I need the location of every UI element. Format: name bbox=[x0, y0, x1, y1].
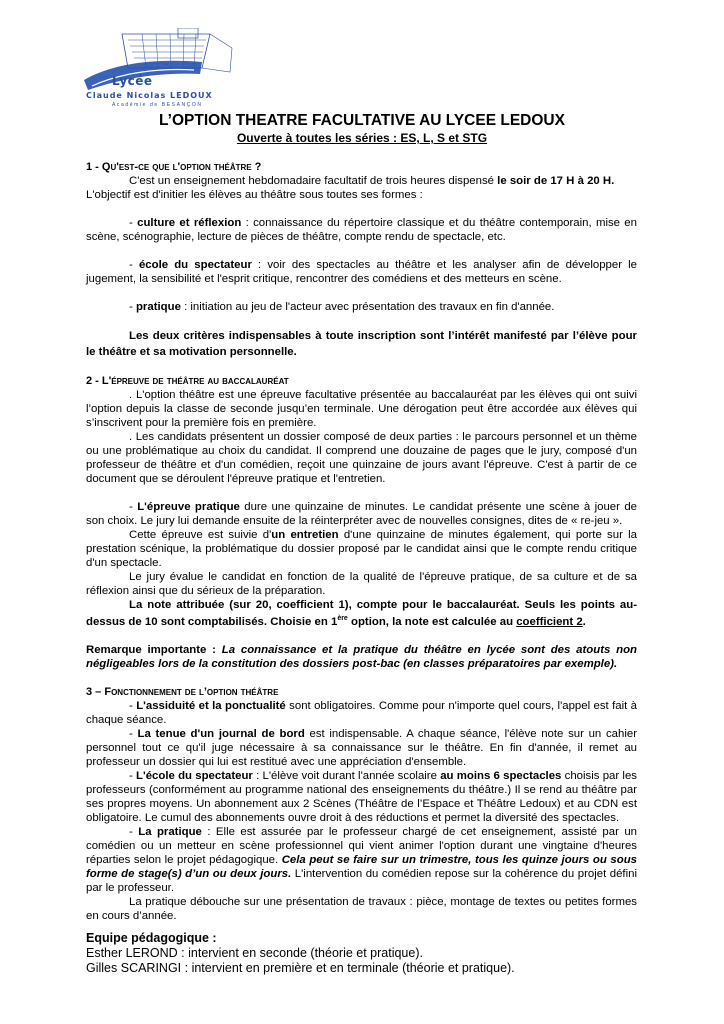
s2-p6-c: . bbox=[582, 615, 586, 628]
section-3-heading: 3 – Fonctionnement de l’option théâtre bbox=[86, 685, 279, 698]
team-heading: Equipe pédagogique : bbox=[86, 930, 217, 945]
s3-spectateur-text1: : L'élève voit durant l'année scolaire bbox=[252, 769, 441, 782]
s1-item-culture bbox=[86, 216, 637, 244]
s3-journal-term: La tenue d'un journal de bord bbox=[137, 727, 305, 740]
s2-p4 bbox=[86, 528, 637, 570]
s1-criteria-text: Les deux critères indispensables à toute inscription sont l’intérêt manifesté par l’élève pour le théâtre et sa motivation personnelle. bbox=[86, 330, 637, 358]
s2-p3 bbox=[86, 500, 637, 528]
s1-item-pratique-text: : initiation au jeu de l'acteur avec présentation des travaux en fin d'année. bbox=[180, 301, 555, 313]
dash: - bbox=[129, 301, 136, 313]
s3-spectateur bbox=[86, 769, 637, 825]
s3-journal bbox=[86, 727, 637, 769]
team-member-1: Esther LEROND : intervient en seconde (théorie et pratique). bbox=[86, 945, 423, 960]
s3-spectateur-term: L'école du spectateur bbox=[136, 769, 253, 782]
s1-criteria bbox=[86, 328, 637, 360]
s3-pratique-text2: L'intervention du comédien repose sur la cohérence du projet défini par le professeur. bbox=[86, 867, 637, 894]
s2-p6-b: option, la note est calculée au bbox=[347, 615, 517, 628]
s2-p6 bbox=[86, 598, 637, 629]
s2-p6-a: La note attribuée (sur 20, coefficient 1), compte pour le baccalauréat. Seuls les points au-dessus de 10 sont comptabilisés. Choisie en 1 bbox=[86, 599, 637, 628]
school-logo bbox=[82, 28, 242, 114]
s3-presentation: La pratique débouche sur une présentation de travaux : pièce, montage de textes ou petites formes en cours d’année. bbox=[86, 895, 637, 922]
s3-pratique-text1: : Elle est assurée par le professeur chargé de cet enseignement, assisté par un comédien ou un metteur en scène professionnel qui vient animer l'option durant une vingtaine d'heures réparties selon le projet pédagogique. bbox=[86, 825, 637, 866]
dash: - bbox=[129, 699, 137, 712]
s1-item-spectateur-text: : voir des spectacles au théâtre et les analyser afin de développer le jugement, la sensibilité et l'esprit critique, rencontrer des comédiens et des metteurs en scène. bbox=[86, 259, 638, 285]
s3-assiduite-term: L'assiduité et la ponctualité bbox=[136, 699, 286, 712]
s2-p3-text: dure une quinzaine de minutes. Le candidat présente une scène à jouer de son choix. Le jury lui demande ensuite de la réinterpréter avec de nouvelles consignes, dites de « re-jeu ». bbox=[86, 501, 637, 527]
s1-item-pratique-term: pratique bbox=[135, 301, 181, 313]
s2-p4-a: Cette épreuve est suivie d' bbox=[129, 529, 272, 541]
s1-objective: L'objectif est d'initier les élèves au théâtre sous toutes ses formes : bbox=[86, 189, 423, 201]
s3-journal-text: est indispensable. A chaque séance, l'élève note sur un cahier personnel tout ce qu'il juge nécessaire à sa connaissance sur le théâtre. En fin d'année, il remet au professeur un dossier qui lui est restitué avec une appréciation d'ensemble. bbox=[86, 727, 637, 768]
dash: - bbox=[129, 217, 138, 229]
s2-remark-label: Remarque importante : bbox=[86, 643, 216, 656]
s1-item-spectateur bbox=[86, 258, 637, 286]
s3-assiduite-text: sont obligatoires. Comme pour n'importe quel cours, l'appel est fait à chaque séance. bbox=[86, 699, 637, 726]
s1-item-spectateur-term: école du spectateur bbox=[138, 259, 252, 271]
dash: - bbox=[129, 259, 139, 271]
team-member-2: Gilles SCARINGI : intervient en première et en terminale (théorie et pratique). bbox=[86, 960, 515, 975]
s2-p6-coefficient: coefficient 2 bbox=[516, 615, 583, 628]
s3-assiduite bbox=[86, 699, 637, 727]
s2-p1: . L'option théâtre est une épreuve facultative présentée au baccalauréat par les élèves qui ont suivi l’option depuis la classe de seconde jusqu’en terminale. Une dérogation peut être accordée aux élèves qui s’inscrivent pour la première fois en première. bbox=[86, 389, 637, 429]
s1-schedule: le soir de 17 H à 20 H. bbox=[497, 175, 615, 187]
s2-remark bbox=[86, 643, 637, 671]
s2-p4-b: d'une quinzaine de minutes également, qui porte sur la prestation scénique, la problématique du dossier proposé par le candidat ainsi que le compte rendu critique d'un spectacle. bbox=[86, 529, 638, 569]
s2-remark-text: La connaissance et la pratique du théâtre en lycée sont des atouts non négligeables lors de la constitution des dossiers post-bac (en classes préparatoires par exemple). bbox=[86, 643, 638, 670]
dash: - bbox=[129, 825, 139, 838]
dash: - bbox=[129, 727, 138, 740]
s2-p3-term: L'épreuve pratique bbox=[137, 501, 240, 513]
s3-pratique bbox=[86, 825, 637, 895]
s1-intro-text: C'est un enseignement hebdomadaire facultatif de trois heures dispensé bbox=[129, 175, 498, 187]
s2-p5: Le jury évalue le candidat en fonction de la qualité de l'épreuve pratique, de sa culture et de sa réflexion ainsi que du sérieux de la préparation. bbox=[86, 571, 637, 597]
s2-p6-sup: ère bbox=[337, 615, 348, 622]
s3-spectateur-count: au moins 6 spectacles bbox=[440, 769, 562, 782]
s3-pratique-schedule: Cela peut se faire sur un trimestre, tous les quinze jours ou sous forme de stage(s) d’un ou deux jours. bbox=[86, 853, 637, 880]
document-body bbox=[86, 160, 637, 976]
s2-p2: . Les candidats présentent un dossier composé de deux parties : le parcours personnel et un thème ou une problématique au choix du candidat. Il comprend une douzaine de pages que le jury, composé d'un professeur de théâtre et d'un comédien, reçoit une quinzaine de jours avant l'épreuve. C'est à partir de ce document que se déroulent l'épreuve pratique et l'entretien. bbox=[86, 431, 637, 485]
logo-text-lycee: Lycée bbox=[112, 74, 153, 88]
section-1-heading: 1 - Qu'est-ce que l'option théâtre ? bbox=[86, 161, 262, 173]
s1-item-culture-text: : connaissance du répertoire classique et du théâtre contemporain, mise en scène, scénographie, lecture de pièces de théâtre, compte rendu de spectacle, etc. bbox=[86, 217, 637, 243]
section-2-heading: 2 - L'épreuve de théâtre au baccalauréat bbox=[86, 375, 289, 387]
dash: - bbox=[129, 501, 138, 513]
s3-pratique-term: La pratique bbox=[138, 825, 202, 838]
dash: - bbox=[129, 769, 137, 782]
logo-text-name: Claude Nicolas LEDOUX bbox=[86, 91, 213, 100]
s1-intro bbox=[86, 174, 637, 188]
s3-spectateur-text2: choisis par les professeurs (conformément au programme national des enseignements du théâtre.) Il se rend au théâtre par ses propres moyens. Un abonnement aux 2 Scènes (Théâtre de l’Espace et Théâtre Ledoux) et au CDN est obligatoire. Le cumul des abonnements ouvre droit à des réductions et permet la diversité des spectacles. bbox=[86, 769, 637, 824]
page-subtitle: Ouverte à toutes les séries : ES, L, S et STG bbox=[236, 131, 488, 145]
s2-p4-term: un entretien bbox=[271, 529, 339, 541]
s1-item-pratique bbox=[86, 300, 637, 314]
page-title: L’OPTION THEATRE FACULTATIVE AU LYCEE LEDOUX bbox=[159, 112, 565, 129]
s1-item-culture-term: culture et réflexion bbox=[137, 217, 242, 229]
logo-text-academie: Académie de BESANÇON bbox=[112, 102, 203, 108]
